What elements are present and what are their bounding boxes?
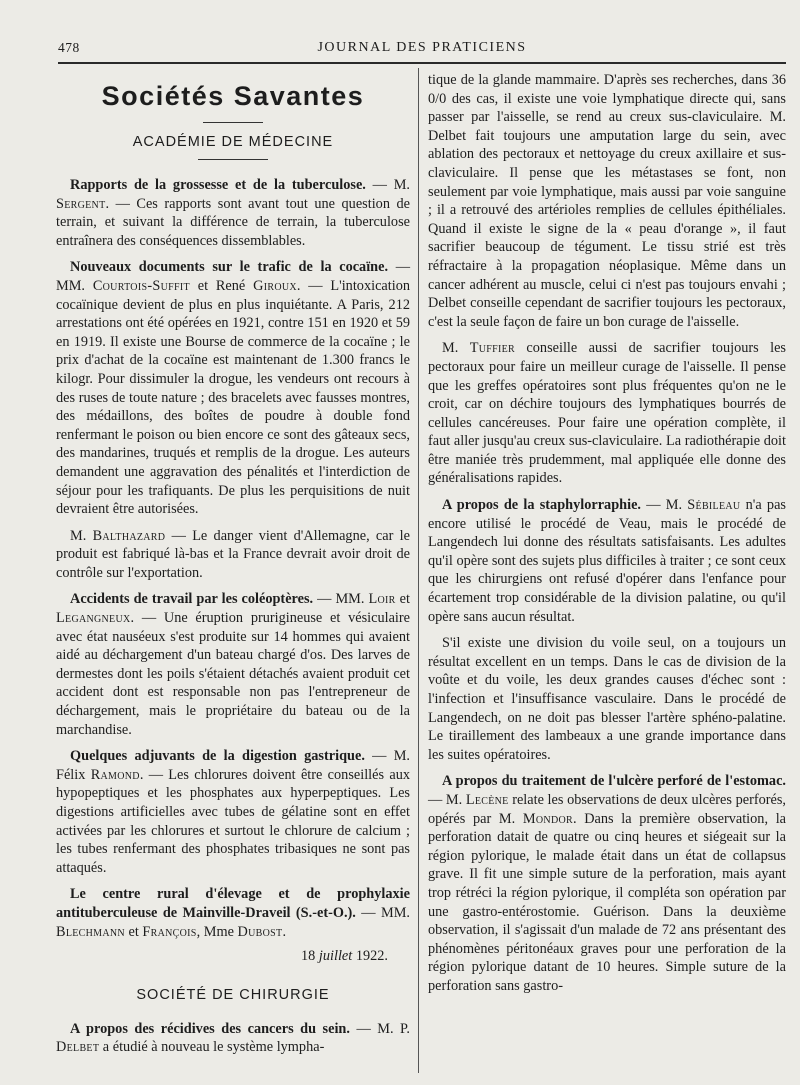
author-name: Dubost bbox=[237, 923, 283, 940]
article-text: . Dans la première observation, la perforation datait de quatre ou cinq heures et siégeait sur la région pylorique, le malade était dans un état de collapsus grave. Il fit une simple suture de la perforation, mais ayant trop rétréci la région pylorique, il compléta son opération par une gastro-entérostomie. Guérison. Dans la deuxième observation, il s'agissait d'un malade de 72 ans présentant des phénomènes péritonéaux graves pour une perforation de la région pylorique datant de 10 heures. Simple suture de la perforation sans gastro- bbox=[428, 810, 787, 994]
separator: M. bbox=[70, 527, 93, 544]
article-text: . — Une éruption prurigineuse et vésiculaire avec état nauséeux s'est produite sur 14 hommes qui avaient aidé au déchargement d'un bateau chargé d'os. Des larves de dermestes dont les poils s'étaient détachés avaient produit cet accident dont est responsable non pas l'entrepreneur de déchargement, mais le propriétaire du bateau ou de la marchandise. bbox=[56, 610, 410, 738]
article-recidives-cancers bbox=[56, 1020, 410, 1057]
header-rule bbox=[58, 62, 786, 64]
author-name: Legangneux bbox=[56, 610, 131, 627]
author-name: Blechmann bbox=[56, 923, 125, 940]
article-title: A propos de la staphylorraphie. bbox=[442, 497, 641, 514]
article-staphylorraphie bbox=[428, 496, 786, 626]
date-year: 1922. bbox=[352, 948, 388, 965]
running-head bbox=[58, 38, 786, 60]
separator: , Mme bbox=[196, 923, 238, 940]
journal-title: JOURNAL DES PRATICIENS bbox=[317, 40, 527, 55]
separator: et bbox=[395, 591, 410, 608]
article-text: . — L'intoxication cocaïnique devient de plus en plus inquiétante. A Paris, 212 arrestations ont été opérées en 1921, contre 151 en 1920 et 59 en 1919. Il existe une Bourse de commerce de la cocaïne ; le prix d'achat de la cocaïne est maintenant de 1.300 francs le kilogr. Pour dissimuler la drogue, les vendeurs ont recours à des ruses de toute nature ; des bracelets avec fausses montres, des médaillons, des boîtes de poudre à double fond renfermant le poison ou bien encore ce sont des gâteaux secs, des mandarines, truqués et remplis de la drogue. Les auteurs demandent une aggravation des pénalités et l'interdiction de séjour pour les trafiquants. De plus les perquisitions de nuit devraient être autorisées. bbox=[56, 277, 411, 518]
separator: . bbox=[282, 923, 287, 940]
society-academie: ACADÉMIE DE MÉDECINE bbox=[132, 134, 334, 150]
author-name: Loir bbox=[368, 591, 396, 608]
author-name: Giroux bbox=[253, 277, 297, 294]
right-column bbox=[428, 71, 786, 1004]
article-title: Accidents de travail par les coléoptères. bbox=[70, 591, 314, 608]
separator: — M. bbox=[428, 791, 466, 808]
author-name: Courtois-Suffit bbox=[92, 277, 190, 294]
society-rule bbox=[198, 159, 268, 160]
date-month: juillet bbox=[318, 948, 353, 965]
author-name: Sébileau bbox=[687, 497, 741, 514]
section-title: Sociétés Savantes bbox=[101, 81, 365, 111]
author-name: Balthazard bbox=[92, 527, 166, 544]
separator: — MM. bbox=[313, 591, 369, 608]
separator: et René bbox=[189, 277, 254, 294]
article-accidents-coleopteres bbox=[56, 590, 410, 739]
separator: et bbox=[124, 923, 143, 940]
separator: — M. P. bbox=[349, 1020, 410, 1037]
author-name: Delbet bbox=[56, 1039, 100, 1056]
author-name: Tuffier bbox=[469, 340, 516, 357]
separator: — M. Félix bbox=[56, 748, 410, 783]
article-text: . — Les chlorures doivent être conseillés aux hypopeptiques et les phosphates aux hyperpeptiques. Les digestions artificielles avec tubes de gélatine sont en effet activées par les chlorures et surtout le chlorure de calcium ; les tubes renfermant des phosphates tribasiques ne sont pas attaqués. bbox=[56, 766, 410, 876]
article-digestion-gastrique bbox=[56, 747, 410, 877]
article-grossesse-tuberculose bbox=[56, 176, 410, 250]
dateline bbox=[56, 947, 388, 966]
separator: — MM. bbox=[355, 904, 410, 921]
article-title: A propos du traitement de l'ulcère perforé de l'estomac. bbox=[442, 773, 786, 790]
article-balthazard bbox=[56, 527, 410, 583]
separator: M. bbox=[442, 340, 470, 357]
article-title: Le centre rural d'élevage et de prophylaxie antituberculeuse de Mainville-Draveil (S.-et-O.). bbox=[56, 886, 410, 921]
article-text: relate les observations de deux ulcères perforés, opérés par M. bbox=[428, 791, 786, 827]
article-tuffier bbox=[428, 339, 786, 488]
article-title: Rapports de la grossesse et de la tuberculose. bbox=[70, 177, 366, 193]
author-name: Lecène bbox=[465, 791, 509, 808]
author-name: Ramond bbox=[90, 766, 140, 783]
article-centre-rural bbox=[56, 885, 410, 941]
article-title: Nouveaux documents sur le trafic de la cocaïne. bbox=[70, 259, 389, 276]
article-title: A propos des récidives des cancers du sein. bbox=[70, 1020, 350, 1037]
article-staphylorraphie-cont: S'il existe une division du voile seul, on a toujours un résultat excellent en un temps. Dans le cas de division de la voûte et du voile, les deux grandes causes d'échec sont : l'infection et l'insuffisance vasculaire. Dans le procédé de Langendech, on ne doit pas blesser l'artère sphéno-palatine. Le tiraillement des lambeaux a une grande importance dans les suites opératoires. bbox=[428, 635, 786, 763]
article-ulcere-perfore bbox=[428, 772, 786, 995]
society-chirurgie: SOCIÉTÉ DE CHIRURGIE bbox=[136, 986, 330, 1003]
author-name: Sergent bbox=[56, 195, 106, 212]
date-day: 18 bbox=[301, 948, 319, 965]
left-column bbox=[56, 72, 410, 1065]
article-text: . — Ces rapports sont avant tout une question de terrain, et suivant la différence de terrain, la tuberculose entraînera des conséquences dissemblables. bbox=[56, 195, 410, 249]
separator: — M. bbox=[365, 177, 411, 193]
article-text: conseille aussi de sacrifier toujours les pectoraux pour faire un meilleur curage de l'aisselle. Il pense que les greffes opératoires sont plus fréquentes qu'on ne le croit, car on déchire toujours des lymphatiques bourrés de cellules cancéreuses. Pour faire une opération complète, il faut aller jusqu'au creux sus-claviculaire. La radiothérapie doit être maniée très prudemment, mal appliquée elle donne des généralisations rapides. bbox=[428, 340, 786, 487]
article-trafic-cocaine bbox=[56, 258, 410, 518]
article-text: — Le danger vient d'Allemagne, car le produit est fabriqué là-bas et la France devrait avoir droit de contrôle sur l'exportation. bbox=[56, 527, 410, 581]
author-name: François bbox=[142, 923, 197, 940]
author-name: Mondor bbox=[522, 810, 573, 827]
separator: — MM. bbox=[56, 259, 410, 294]
article-text: a étudié à nouveau le système lympha- bbox=[99, 1039, 325, 1056]
article-title: Quelques adjuvants de la digestion gastrique. bbox=[70, 748, 365, 765]
separator: — M. bbox=[641, 497, 688, 514]
page-number: 478 bbox=[58, 40, 80, 55]
column-divider bbox=[418, 68, 419, 1073]
article-text: n'a pas encore utilisé le procédé de Veau, mais le procédé de Langendech lui donne des résultats satisfaisants. Les adultes qu'il opère sont des sujets plus difficiles à traiter ; ce sont ceux que les chirurgiens ont refusé d'opérer dans l'enfance pour écartement trop considérable de la division palatine, ou qu'il opère sans aucun résultat. bbox=[428, 497, 786, 625]
title-rule bbox=[203, 122, 263, 123]
article-recidives-cancers-cont: tique de la glande mammaire. D'après ses recherches, dans 36 0/0 des cas, il existe une voie lymphatique directe qui, sans passer par l'aisselle, se rend au creux sus-claviculaire. M. Delbet fait toujours une amputation large du sein, avec ablation des pectoraux et nettoyage du creux axillaire et sus-claviculaire. Il pense que les métastases se font, non seulement par voie lymphatique, mais aussi par voie sanguine ; il a retrouvé des artérioles remplies de cellules épithéliales. Quand il existe le signe de la « peau d'orange », il faut sacrifier beaucoup de tégument. Le tissu strié est très réfractaire à la propagation néoplasique. Même dans un cancer adhérent au muscle, celui ci n'est pas toujours envahi ; Delbet conseille cependant de sacrifier toujours les pectoraux, c'est la seule façon de faire un bon curage de l'aisselle. bbox=[428, 72, 786, 330]
